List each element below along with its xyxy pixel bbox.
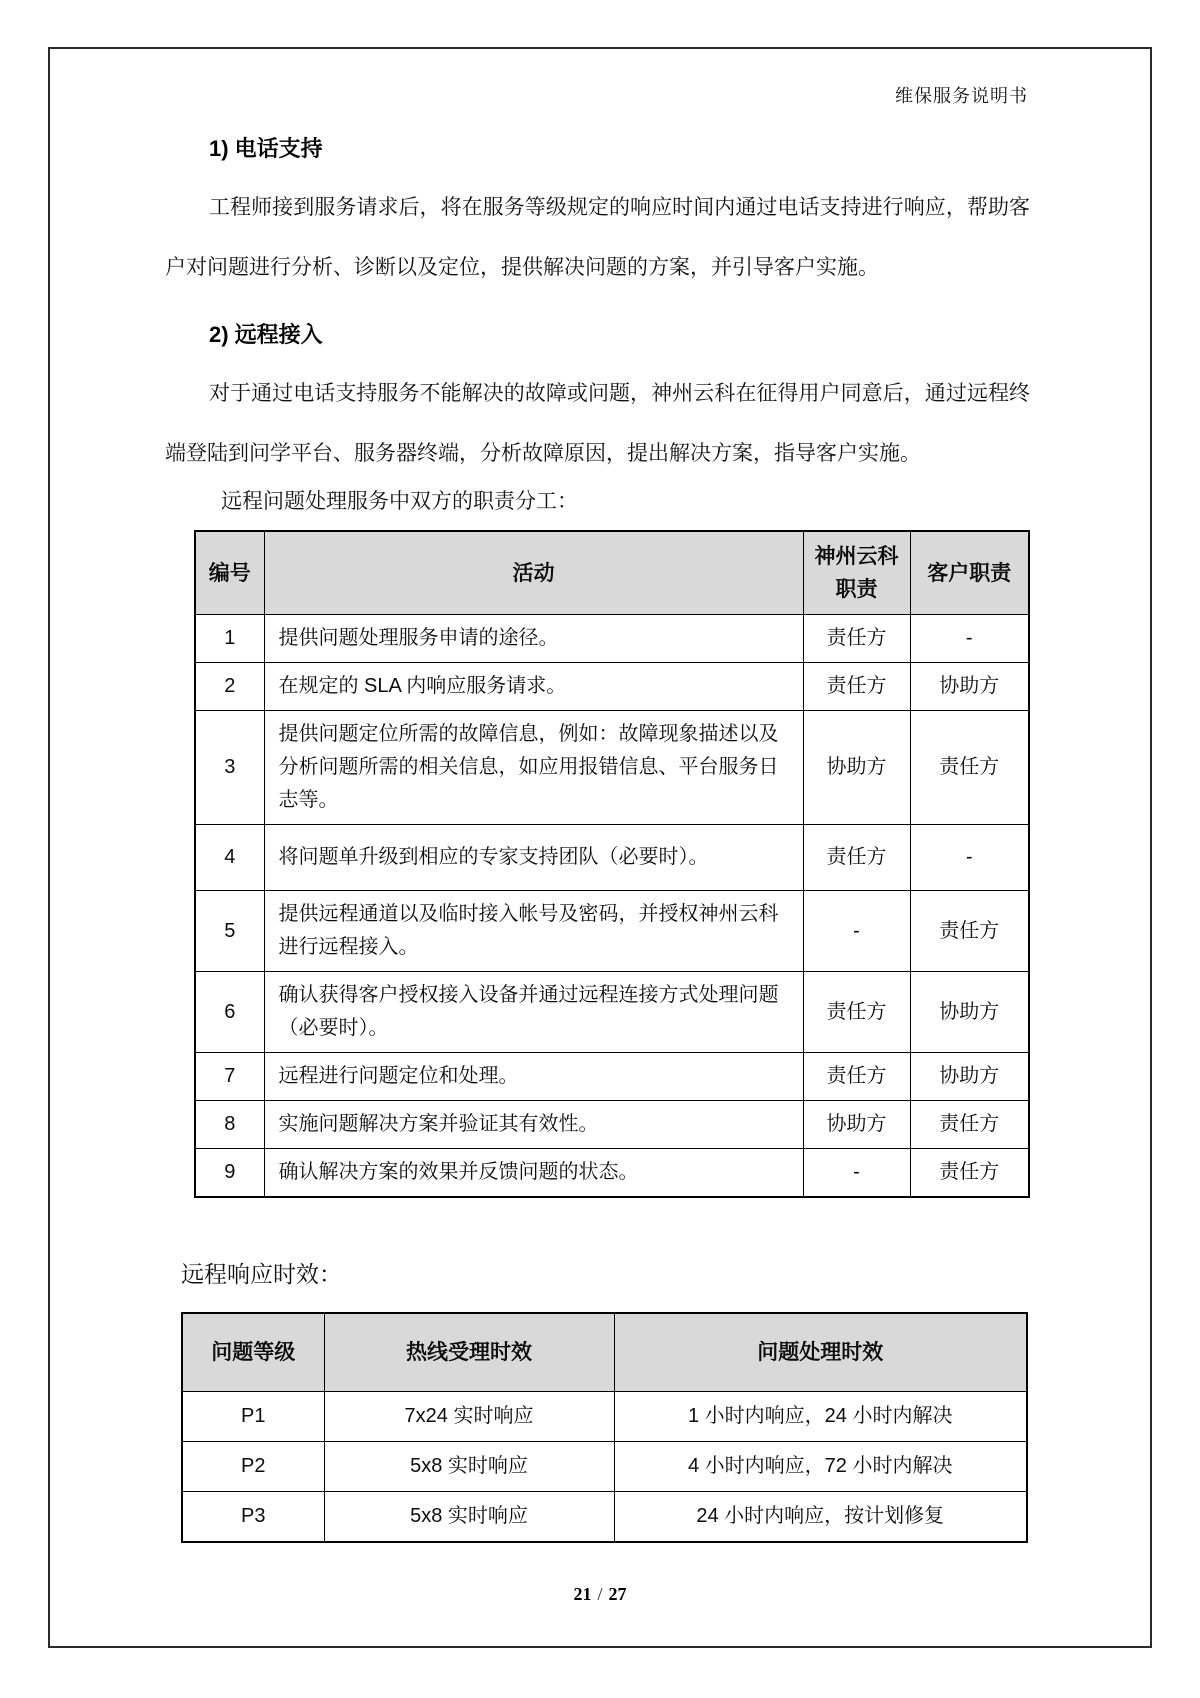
problem-level-cell: P2 <box>182 1442 324 1492</box>
vendor-role-cell: 协助方 <box>803 711 910 825</box>
hotline-sla-cell: 7x24 实时响应 <box>324 1392 614 1442</box>
activity-cell: 远程进行问题定位和处理。 <box>264 1053 803 1101</box>
row-number-cell: 4 <box>195 825 264 891</box>
column-header-problem-level: 问题等级 <box>182 1313 324 1392</box>
activity-cell: 在规定的 SLA 内响应服务请求。 <box>264 663 803 711</box>
vendor-role-cell: 责任方 <box>803 1053 910 1101</box>
page-number-total: 27 <box>608 1584 627 1604</box>
vendor-role-cell: - <box>803 1149 910 1198</box>
vendor-role-cell: 责任方 <box>803 972 910 1053</box>
customer-role-cell: 协助方 <box>910 972 1029 1053</box>
vendor-role-cell: 责任方 <box>803 663 910 711</box>
table-row <box>195 825 1029 891</box>
row-number-cell: 7 <box>195 1053 264 1101</box>
column-header-vendor-role: 神州云科职责 <box>803 531 910 615</box>
row-number-cell: 3 <box>195 711 264 825</box>
activity-cell: 提供远程通道以及临时接入帐号及密码，并授权神州云科进行远程接入。 <box>264 891 803 972</box>
responsibility-table <box>194 530 1030 1198</box>
vendor-role-cell: - <box>803 891 910 972</box>
row-number-cell: 1 <box>195 615 264 663</box>
row-number-cell: 8 <box>195 1101 264 1149</box>
paragraph-phone-support: 工程师接到服务请求后，将在服务等级规定的响应时间内通过电话支持进行响应，帮助客户对问题进行分析、诊断以及定位，提供解决问题的方案，并引导客户实施。 <box>165 196 1030 279</box>
table-row <box>182 1492 1027 1543</box>
table-row <box>195 1101 1029 1149</box>
table-row <box>195 972 1029 1053</box>
column-header-number: 编号 <box>195 531 264 615</box>
activity-cell: 将问题单升级到相应的专家支持团队（必要时）。 <box>264 825 803 891</box>
table-header-row <box>195 531 1029 615</box>
page-number-separator: / <box>597 1584 603 1604</box>
activity-cell: 确认获得客户授权接入设备并通过远程连接方式处理问题（必要时）。 <box>264 972 803 1053</box>
hotline-sla-cell: 5x8 实时响应 <box>324 1442 614 1492</box>
vendor-role-cell: 责任方 <box>803 825 910 891</box>
row-number-cell: 9 <box>195 1149 264 1198</box>
vendor-role-cell: 责任方 <box>803 615 910 663</box>
customer-role-cell: - <box>910 825 1029 891</box>
customer-role-cell: 协助方 <box>910 1053 1029 1101</box>
row-number-cell: 5 <box>195 891 264 972</box>
response-time-table <box>181 1312 1028 1543</box>
table-row <box>195 1149 1029 1198</box>
table-row <box>182 1442 1027 1492</box>
responsibility-table-note: 远程问题处理服务中双方的职责分工： <box>221 490 578 513</box>
table-row <box>182 1392 1027 1442</box>
column-header-customer-role: 客户职责 <box>910 531 1029 615</box>
customer-role-cell: 协助方 <box>910 663 1029 711</box>
table-row <box>195 663 1029 711</box>
customer-role-cell: 责任方 <box>910 1149 1029 1198</box>
section-heading-phone-support: 1) 电话支持 <box>209 136 323 161</box>
row-number-cell: 2 <box>195 663 264 711</box>
activity-cell: 实施问题解决方案并验证其有效性。 <box>264 1101 803 1149</box>
hotline-sla-cell: 5x8 实时响应 <box>324 1492 614 1543</box>
table-row <box>195 1053 1029 1101</box>
page-number-current: 21 <box>573 1584 592 1604</box>
column-header-activity: 活动 <box>264 531 803 615</box>
problem-level-cell: P3 <box>182 1492 324 1543</box>
table-row <box>195 891 1029 972</box>
column-header-hotline-sla: 热线受理时效 <box>324 1313 614 1392</box>
section-heading-remote-access: 2) 远程接入 <box>209 322 323 347</box>
table-row <box>195 711 1029 825</box>
page-number <box>0 1584 1200 1605</box>
column-header-handling-sla: 问题处理时效 <box>614 1313 1027 1392</box>
handling-sla-cell: 4 小时内响应，72 小时内解决 <box>614 1442 1027 1492</box>
activity-cell: 提供问题处理服务申请的途径。 <box>264 615 803 663</box>
activity-cell: 确认解决方案的效果并反馈问题的状态。 <box>264 1149 803 1198</box>
activity-cell: 提供问题定位所需的故障信息，例如：故障现象描述以及分析问题所需的相关信息，如应用报错信息、平台服务日志等。 <box>264 711 803 825</box>
table-row <box>195 615 1029 663</box>
row-number-cell: 6 <box>195 972 264 1053</box>
handling-sla-cell: 24 小时内响应，按计划修复 <box>614 1492 1027 1543</box>
document-content <box>165 132 1030 1543</box>
problem-level-cell: P1 <box>182 1392 324 1442</box>
customer-role-cell: 责任方 <box>910 711 1029 825</box>
document-header-note: 维保服务说明书 <box>895 86 1028 106</box>
handling-sla-cell: 1 小时内响应，24 小时内解决 <box>614 1392 1027 1442</box>
paragraph-remote-access: 对于通过电话支持服务不能解决的故障或问题，神州云科在征得用户同意后，通过远程终端登陆到问学平台、服务器终端，分析故障原因，提出解决方案，指导客户实施。 <box>165 382 1030 465</box>
vendor-role-cell: 协助方 <box>803 1101 910 1149</box>
customer-role-cell: 责任方 <box>910 1101 1029 1149</box>
customer-role-cell: - <box>910 615 1029 663</box>
table-header-row <box>182 1313 1027 1392</box>
customer-role-cell: 责任方 <box>910 891 1029 972</box>
response-time-heading: 远程响应时效： <box>181 1261 342 1287</box>
